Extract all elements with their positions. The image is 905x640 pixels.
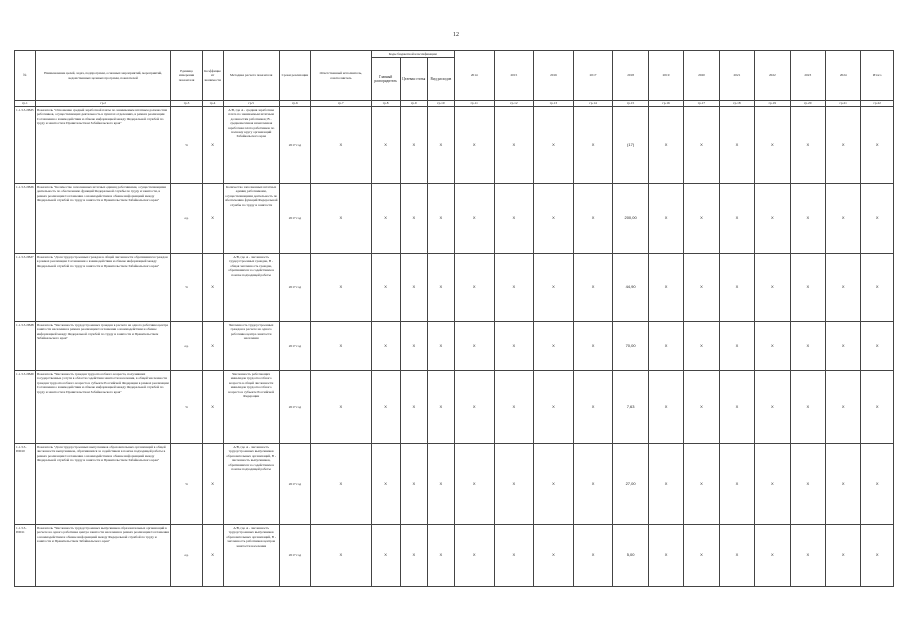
header-coef: Коэффициент значимости: [202, 51, 223, 101]
column-number: гр.16: [648, 101, 683, 107]
row-value-cell: X: [454, 371, 494, 444]
header-total: Итого: [861, 51, 894, 101]
row-value-cell: X: [755, 254, 790, 322]
row-value-cell: X: [534, 322, 574, 371]
row-value-cell: X: [400, 107, 427, 184]
row-value-cell: X: [534, 107, 574, 184]
row-term: 2017 год: [279, 525, 310, 587]
row-method: Количество заполненных штатных единиц работниками, осуществляющими деятельность по обеспечению функций Федеральной службы по труду и занятости: [223, 184, 279, 254]
header-target: Целевая статья: [400, 58, 427, 101]
header-grbs: Главный распорядитель: [371, 58, 400, 101]
row-method: A/B, где A - численность трудоустроенных выпускников образовательных организаций, B - численность выпускников, обратившихся за содействием в поиске подходящей работы: [223, 444, 279, 525]
column-number: гр.21: [826, 101, 861, 107]
row-value-cell: X: [719, 444, 754, 525]
column-number: гр.6: [279, 101, 310, 107]
column-number: гр.10: [427, 101, 454, 107]
row-value-cell: 70,00: [613, 322, 648, 371]
header-year-2024: 2024: [826, 51, 861, 101]
row-value-cell: X: [311, 525, 371, 587]
row-value-cell: X: [311, 107, 371, 184]
row-coefficient: X: [202, 322, 223, 371]
row-value-cell: X: [427, 371, 454, 444]
table-row: [15, 444, 894, 525]
row-value-cell: X: [573, 184, 613, 254]
row-value-cell: X: [427, 254, 454, 322]
header-method: Методика расчета показателя: [223, 51, 279, 101]
row-value-cell: 200,00: [613, 184, 648, 254]
row-coefficient: X: [202, 525, 223, 587]
page-number: 12: [453, 32, 459, 38]
row-value-cell: X: [494, 322, 534, 371]
row-value-cell: X: [648, 107, 683, 184]
column-number: гр.8: [371, 101, 400, 107]
row-value-cell: X: [494, 444, 534, 525]
row-value-cell: X: [861, 254, 894, 322]
row-method: A/B, где A - численность трудоустроенных граждан, B - общая численность граждан, обратившихся за содействием в поиске подходящей работы: [223, 254, 279, 322]
row-value-cell: X: [400, 525, 427, 587]
row-value-cell: X: [861, 525, 894, 587]
row-coefficient: X: [202, 107, 223, 184]
row-unit: %: [171, 371, 202, 444]
header-year-2021: 2021: [719, 51, 754, 101]
row-unit: %: [171, 107, 202, 184]
row-value-cell: X: [534, 444, 574, 525]
row-value-cell: X: [648, 322, 683, 371]
row-unit: %: [171, 444, 202, 525]
row-value-cell: X: [719, 107, 754, 184]
row-value-cell: X: [454, 525, 494, 587]
column-number: гр.12: [494, 101, 534, 107]
row-value-cell: X: [494, 254, 534, 322]
row-name: Показатель "Доля трудоустроенных граждан в общей численности обратившихся граждан в рамках реализации Соглашения о взаимодействии и обмене информацией между Федеральной службой по труду и занятости и Правительством Забайкальского края": [35, 254, 171, 322]
row-value-cell: X: [861, 371, 894, 444]
row-value-cell: X: [790, 371, 825, 444]
row-value-cell: X: [755, 371, 790, 444]
header-year-2015: 2015: [494, 51, 534, 101]
row-value-cell: X: [755, 322, 790, 371]
header-year-2018: 2018: [613, 51, 648, 101]
row-value-cell: X: [719, 525, 754, 587]
row-term: 2017 год: [279, 444, 310, 525]
row-value-cell: X: [755, 107, 790, 184]
row-unit: ед.: [171, 322, 202, 371]
column-number: гр.2: [35, 101, 171, 107]
header-year-2023: 2023: [790, 51, 825, 101]
row-value-cell: X: [427, 322, 454, 371]
row-value-cell: X: [684, 107, 719, 184]
column-number: гр.7: [311, 101, 371, 107]
row-name: Показатель "Численность трудоустроенных граждан в расчете на одного работника центра занятости населения в рамках реализации Соглашения о взаимодействии и обмене информацией между Федеральной службой по труду и занятости и Правительством Забайкальского края": [35, 322, 171, 371]
header-top-row: [15, 51, 894, 58]
row-name: Показатель "Численность граждан трудоспособного возраста, получивших государственные услуги в области содействия занятости населения, в общей численности граждан трудоспособного возраста в субъекте Российской Федерации в рамках реализации Соглашения о взаимодействии и обмене информацией между Федеральной службой по труду и занятости и Правительством Забайкальского края": [35, 371, 171, 444]
row-code: 1.1.3.3-ПМ7: [15, 254, 36, 322]
row-value-cell: X: [790, 444, 825, 525]
row-value-cell: X: [311, 444, 371, 525]
column-number: гр.1: [15, 101, 36, 107]
row-value-cell: X: [826, 107, 861, 184]
row-value-cell: (17): [613, 107, 648, 184]
row-value-cell: X: [534, 254, 574, 322]
indicators-table: [14, 50, 894, 587]
row-method: A/B, где A - численность трудоустроенных выпускников образовательных организаций, B - численность работников центров занятости населения: [223, 525, 279, 587]
row-value-cell: X: [755, 525, 790, 587]
row-coefficient: X: [202, 444, 223, 525]
row-value-cell: X: [427, 444, 454, 525]
header-expense-type: Вид расходов: [427, 58, 454, 101]
table-row: [15, 107, 894, 184]
column-number: гр.4: [202, 101, 223, 107]
row-method: Численность трудоустроенных граждан в расчете на одного работника центра занятости населения: [223, 322, 279, 371]
header-unit: Единица измерения показателя: [171, 51, 202, 101]
row-value-cell: X: [826, 322, 861, 371]
row-value-cell: X: [719, 184, 754, 254]
row-value-cell: X: [719, 254, 754, 322]
row-value-cell: X: [400, 444, 427, 525]
row-coefficient: X: [202, 184, 223, 254]
row-value-cell: X: [371, 254, 400, 322]
row-value-cell: X: [861, 184, 894, 254]
row-value-cell: 27,00: [613, 444, 648, 525]
header-term: Сроки реализации: [279, 51, 310, 101]
row-code: 1.1.3.3-ПМ8: [15, 322, 36, 371]
row-value-cell: 7,63: [613, 371, 648, 444]
row-value-cell: X: [573, 107, 613, 184]
row-code: 1.1.3.3-ПМ5: [15, 107, 36, 184]
table-row: [15, 254, 894, 322]
column-number: гр.5: [223, 101, 279, 107]
table-row: [15, 371, 894, 444]
row-value-cell: X: [494, 371, 534, 444]
row-value-cell: X: [454, 444, 494, 525]
row-value-cell: X: [648, 371, 683, 444]
row-unit: ед.: [171, 184, 202, 254]
row-value-cell: X: [755, 444, 790, 525]
header-no: №: [15, 51, 36, 101]
row-value-cell: X: [648, 444, 683, 525]
row-name: Показатель "Численность трудоустроенных выпускников образовательных организаций в расчете на одного работника центра занятости населения в рамках реализации Соглашения о взаимодействии и обмене информацией между Федеральной службой по труду и занятости и Правительством Забайкальского края": [35, 525, 171, 587]
column-number: гр.14: [573, 101, 613, 107]
row-value-cell: X: [427, 107, 454, 184]
column-number: гр.17: [684, 101, 719, 107]
column-number: гр.9: [400, 101, 427, 107]
row-value-cell: X: [494, 184, 534, 254]
row-value-cell: X: [454, 107, 494, 184]
header-year-2019: 2019: [648, 51, 683, 101]
row-code: 1.1.3.3-ПМ9: [15, 371, 36, 444]
row-value-cell: X: [427, 525, 454, 587]
row-value-cell: X: [861, 107, 894, 184]
row-value-cell: X: [573, 444, 613, 525]
row-term: 2017 год: [279, 184, 310, 254]
row-value-cell: X: [684, 371, 719, 444]
column-number: гр.20: [790, 101, 825, 107]
row-value-cell: X: [648, 184, 683, 254]
header-responsible: Ответственный исполнитель, соисполнитель: [311, 51, 371, 101]
row-value-cell: X: [861, 444, 894, 525]
row-value-cell: X: [826, 525, 861, 587]
column-number: гр.11: [454, 101, 494, 107]
row-method: A/B, где A - средняя заработная плата по занимаемым штатным должностям работников; B - среднемесячная начисленная заработная плата работников по полному кругу организаций Забайкальского края: [223, 107, 279, 184]
row-value-cell: X: [454, 184, 494, 254]
column-number: гр.22: [861, 101, 894, 107]
row-term: 2017 год: [279, 371, 310, 444]
row-value-cell: 5,00: [613, 525, 648, 587]
header-year-2016: 2016: [534, 51, 574, 101]
row-value-cell: X: [826, 444, 861, 525]
row-value-cell: X: [371, 371, 400, 444]
row-term: 2017 год: [279, 322, 310, 371]
row-code: 1.1.3.3-ПМ6: [15, 184, 36, 254]
row-value-cell: X: [534, 184, 574, 254]
column-number: гр.18: [719, 101, 754, 107]
table-row: [15, 525, 894, 587]
row-value-cell: 44,90: [613, 254, 648, 322]
header-budget-codes: Коды бюджетной классификации: [371, 51, 454, 58]
row-method: Численность работающих инвалидов трудоспособного возраста в общей численности инвалидов трудоспособного возраста в субъекте Российской Федерации: [223, 371, 279, 444]
row-name: Показатель "Доля трудоустроенных выпускников образовательных организаций в общей численности выпускников, обратившихся за содействием в поиске подходящей работы в рамках реализации Соглашения о взаимодействии и обмене информацией между Федеральной службой по труду и занятости и Правительством Забайкальского края": [35, 444, 171, 525]
row-value-cell: X: [826, 254, 861, 322]
row-value-cell: X: [311, 371, 371, 444]
row-value-cell: X: [861, 322, 894, 371]
row-value-cell: X: [311, 254, 371, 322]
row-value-cell: X: [371, 444, 400, 525]
row-value-cell: X: [790, 107, 825, 184]
row-value-cell: X: [311, 184, 371, 254]
row-value-cell: X: [534, 371, 574, 444]
row-term: 2017 год: [279, 254, 310, 322]
row-value-cell: X: [573, 525, 613, 587]
row-value-cell: X: [400, 322, 427, 371]
row-value-cell: X: [371, 322, 400, 371]
row-value-cell: X: [648, 254, 683, 322]
row-value-cell: X: [790, 184, 825, 254]
row-coefficient: X: [202, 371, 223, 444]
row-value-cell: X: [790, 525, 825, 587]
row-value-cell: X: [400, 254, 427, 322]
column-number: гр.13: [534, 101, 574, 107]
row-value-cell: X: [719, 322, 754, 371]
header-year-2020: 2020: [684, 51, 719, 101]
row-term: 2017 год: [279, 107, 310, 184]
row-code: 1.1.3.3-ПМ10: [15, 444, 36, 525]
row-name: Показатель "Отношение средней заработной платы по занимаемым штатным должностям работников, осуществляющих деятельность в пунктах отделениях, в рамках реализации Соглашения о взаимодействии и обмене информацией между Федеральной службой по труду и занятости и Правительством Забайкальского края": [35, 107, 171, 184]
row-value-cell: X: [400, 371, 427, 444]
row-coefficient: X: [202, 254, 223, 322]
row-value-cell: X: [573, 371, 613, 444]
column-number: гр.19: [755, 101, 790, 107]
row-name: Показатель "Количество заполненных штатных единиц работниками, осуществляющими деятельность по обеспечению функций Федеральной службы по труду и занятости, в рамках реализации Соглашения о взаимодействии и обмене информацией между Федеральной службой по труду и занятости и Правительством Забайкальского края": [35, 184, 171, 254]
row-value-cell: X: [371, 525, 400, 587]
row-value-cell: X: [684, 184, 719, 254]
table-body: [15, 107, 894, 587]
row-value-cell: X: [400, 184, 427, 254]
row-value-cell: X: [427, 184, 454, 254]
row-unit: ед.: [171, 525, 202, 587]
row-value-cell: X: [573, 254, 613, 322]
table-row: [15, 322, 894, 371]
header-year-2014: 2014: [454, 51, 494, 101]
row-value-cell: X: [755, 184, 790, 254]
row-value-cell: X: [311, 322, 371, 371]
header-year-2017: 2017: [573, 51, 613, 101]
column-number: гр.3: [171, 101, 202, 107]
row-value-cell: X: [371, 184, 400, 254]
row-value-cell: X: [826, 371, 861, 444]
row-value-cell: X: [790, 254, 825, 322]
row-value-cell: X: [826, 184, 861, 254]
row-value-cell: X: [534, 525, 574, 587]
row-value-cell: X: [454, 254, 494, 322]
header-name: Наименование целей, задач, подпрограмм, основных мероприятий, мероприятий, ведомственных целевых программ, показателей: [35, 51, 171, 101]
row-code: 1.1.3.3-ПМ11: [15, 525, 36, 587]
row-value-cell: X: [684, 254, 719, 322]
row-value-cell: X: [684, 444, 719, 525]
table-row: [15, 184, 894, 254]
row-value-cell: X: [371, 107, 400, 184]
row-value-cell: X: [494, 107, 534, 184]
row-value-cell: X: [790, 322, 825, 371]
row-value-cell: X: [684, 322, 719, 371]
row-value-cell: X: [648, 525, 683, 587]
row-value-cell: X: [454, 322, 494, 371]
row-value-cell: X: [573, 322, 613, 371]
row-value-cell: X: [719, 371, 754, 444]
row-value-cell: X: [494, 525, 534, 587]
header-year-2022: 2022: [755, 51, 790, 101]
row-value-cell: X: [684, 525, 719, 587]
row-unit: %: [171, 254, 202, 322]
column-number: гр.15: [613, 101, 648, 107]
